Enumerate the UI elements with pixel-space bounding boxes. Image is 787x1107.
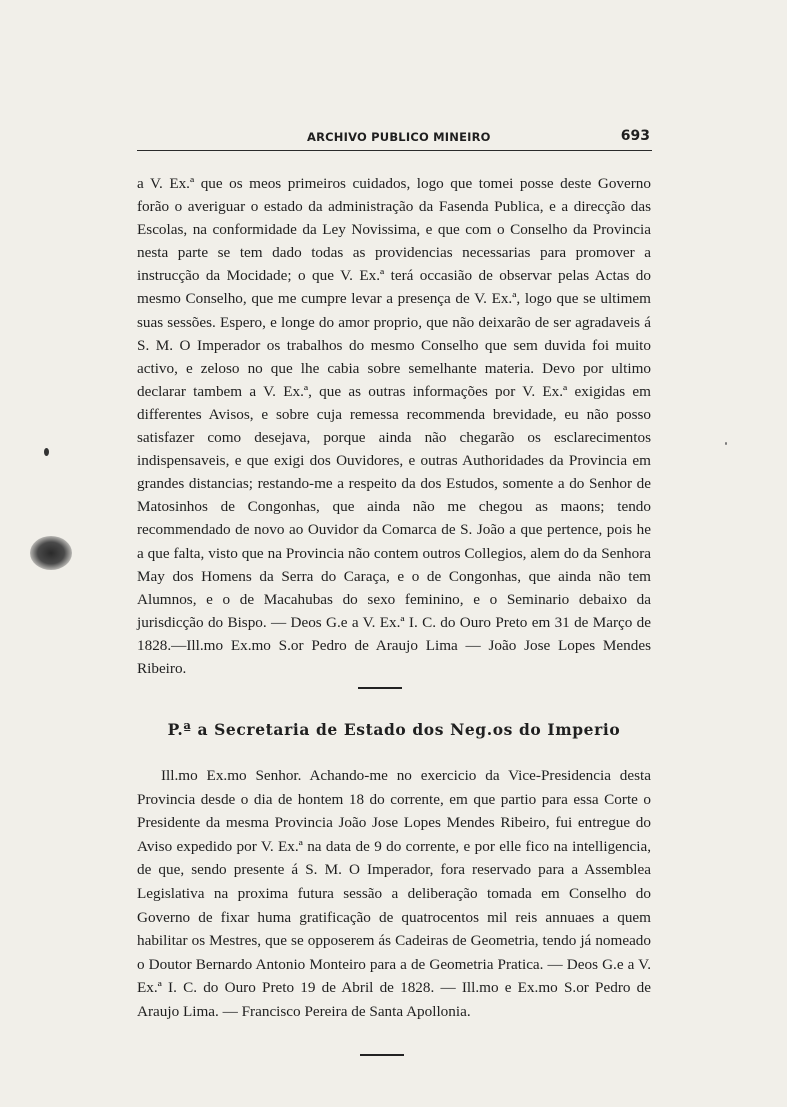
letter-1-body: a V. Ex.ª que os meos primeiros cuidados, logo que tomei posse deste Governo forão o averiguar o estado da administração da Fasenda Publica, e a direcção das Escolas, na conformidade da Ley Novissima, e que com o Conselho da Provincia nesta parte se tem dado todas as providencias necessarias para promover a instrucção da Mocidade; o que V. Ex.ª terá occasião de observar pelas Actas do mesmo Conselho, que me cumpre levar a presença de V. Ex.ª, logo que se ultimem suas sessões. Espero, e longe do amor proprio, que não deixarão de ser agradaveis á S. M. O Imperador os trabalhos do mesmo Conselho que sem duvida foi muito activo, e zeloso no que lhe cabia sobre semelhante materia. Devo por ultimo declarar tambem a V. Ex.ª, que as outras informações por V. Ex.ª exigidas em differentes Avisos, e sobre cuja remessa recommenda brevidade, eu não posso satisfazer como desejava, porque ainda não chegarão os esclarecimentos indispensaveis, e que exigi dos Ouvidores, e outras Authoridades da Provincia em grandes distancias; restando-me a respeito da dos Estudos, somente a do Senhor de Matosinhos de Congonhas, que ainda não me chegou as maons; tendo recommendado de novo ao Ouvidor da Comarca de S. João a que pertence, pois he a que falta, visto que na Provincia não contem outros Collegios, alem do da Senhora May dos Homens da Serra do Caraça, e o de Congonhas, que ainda não tem Alumnos, e o de Macahubas do sexo feminino, e o Seminario debaixo da jurisdicção do Bispo. — Deos G.e a V. Ex.ª I. C. do Ouro Preto em 31 de Março de 1828.—Ill.mo Ex.mo S.or Pedro de Araujo Lima — João Jose Lopes Mendes Ribeiro. <box>137 175 651 677</box>
section-divider <box>358 687 402 689</box>
ink-speck <box>44 448 49 456</box>
ink-blot <box>30 536 72 570</box>
running-title: ARCHIVO PUBLICO MINEIRO <box>307 130 491 144</box>
running-header <box>137 128 652 151</box>
end-divider <box>360 1054 404 1056</box>
page-number: 693 <box>620 128 650 144</box>
ink-speck <box>725 442 727 445</box>
letter-2-body: Ill.mo Ex.mo Senhor. Achando-me no exercicio da Vice-Presidencia desta Provincia desde o dia de hontem 18 do corrente, em que partio para essa Corte o Presidente da mesma Provincia João Jose Lopes Mendes Ribeiro, fui entregue do Aviso expedido por V. Ex.ª na data de 9 do corrente, e por elle fico na intelligencia, de que, sendo presente á S. M. O Imperador, fora reservado para a Assemblea Legislativa na proxima futura sessão a deliberação tomada em Conselho do Governo de fixar huma gratificação de quatrocentos mil reis annuaes a quem habilitar os Mestres, que se opposerem ás Cadeiras de Geometria, tendo já nomeado o Doutor Bernardo Antonio Monteiro para a de Geometria Pratica. — Deos G.e a V. Ex.ª I. C. do Ouro Preto 19 de Abril de 1828. — Ill.mo e Ex.mo S.or Pedro de Araujo Lima. — Francisco Pereira de Santa Apollonia. <box>137 767 651 1020</box>
section-heading: P.ª a Secretaria de Estado dos Neg.os do Imperio <box>167 720 621 739</box>
